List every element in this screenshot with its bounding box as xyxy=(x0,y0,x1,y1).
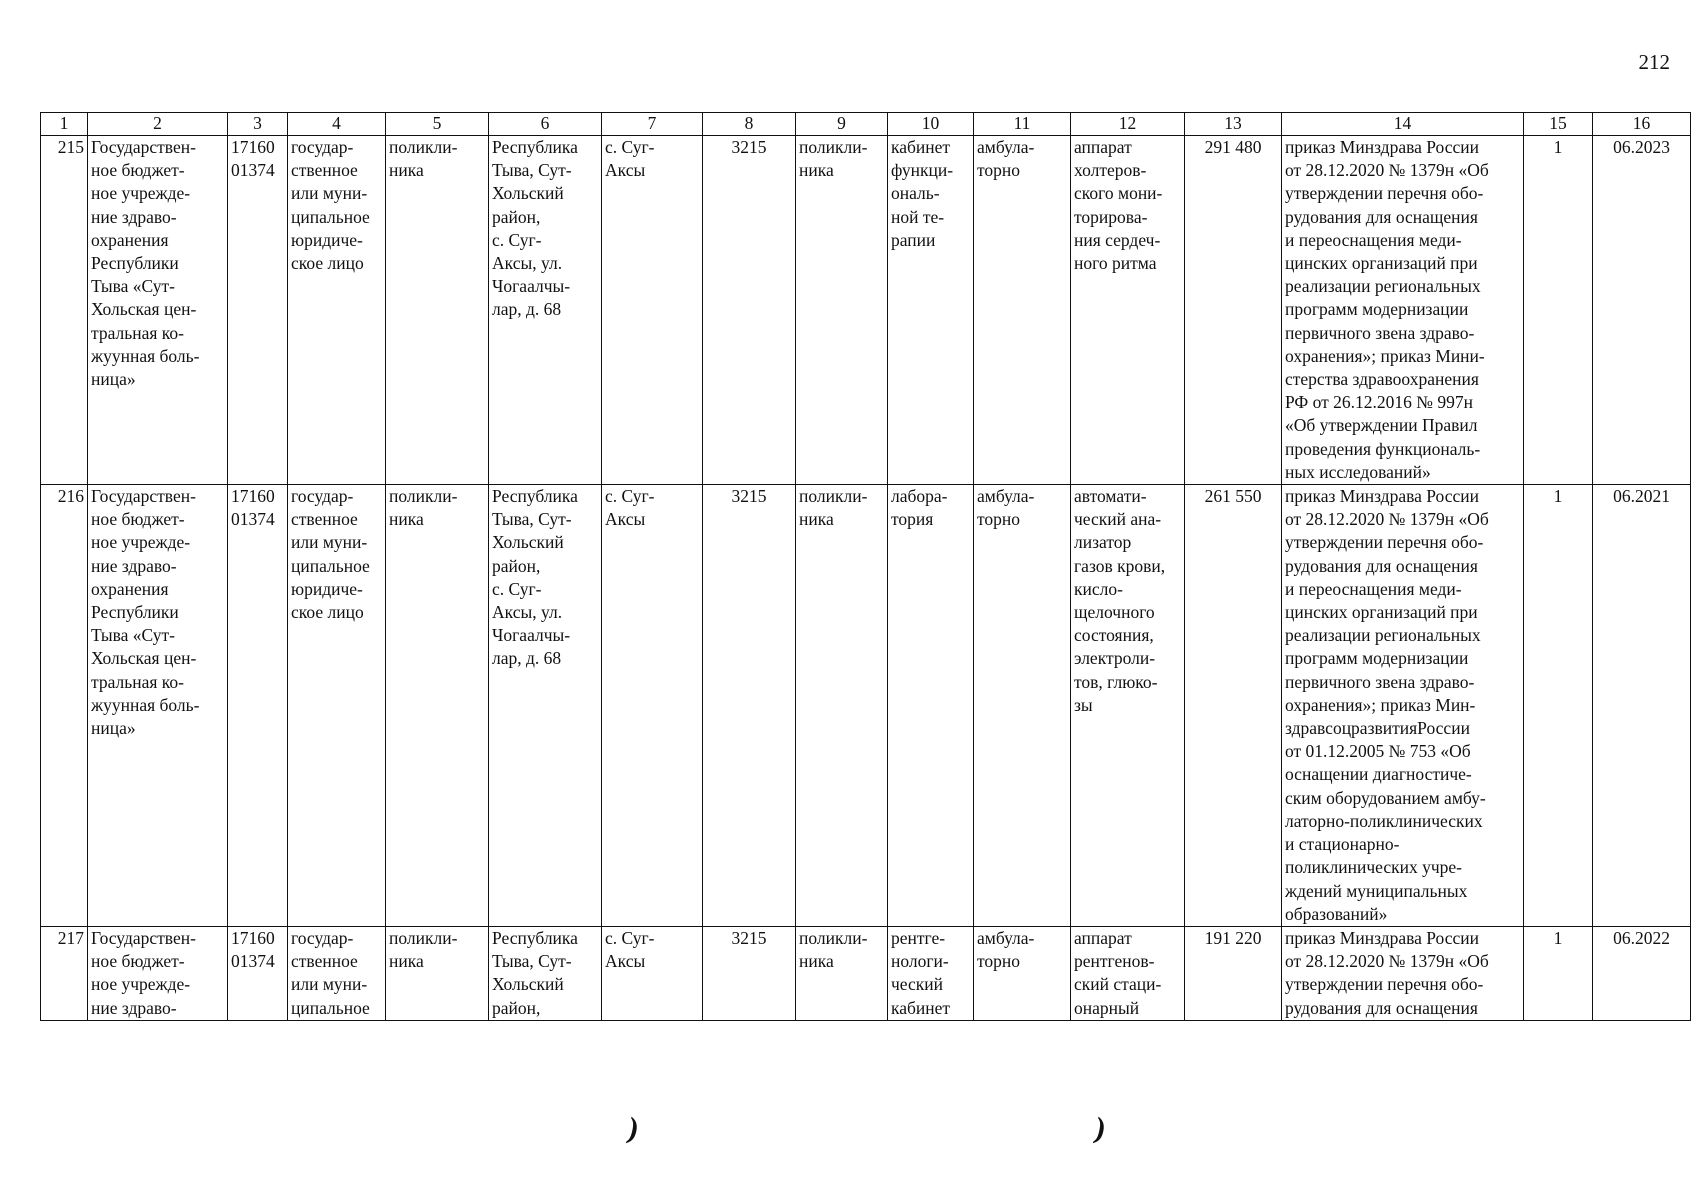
column-header: 3 xyxy=(228,113,288,136)
row-number: 215 xyxy=(41,136,88,485)
date: 06.2022 xyxy=(1593,926,1691,1020)
organization-name: Государствен- ное бюджет- ное учрежде- ние здраво- охранения Республики Тыва «Сут- Хольская цен- тральная ко- жуунная боль- ница» xyxy=(88,136,228,485)
column-header: 8 xyxy=(703,113,796,136)
organization-name: Государствен- ное бюджет- ное учрежде- ние здраво- охранения Республики Тыва «Сут- Хольская цен- тральная ко- жуунная боль- ница» xyxy=(88,485,228,927)
organization-code: 17160 01374 xyxy=(228,926,288,1020)
bracket-mark: ) xyxy=(624,1111,642,1146)
date: 06.2023 xyxy=(1593,136,1691,485)
column-header: 15 xyxy=(1524,113,1593,136)
organization-code: 17160 01374 xyxy=(228,136,288,485)
settlement-code: 3215 xyxy=(703,926,796,1020)
unit-type: поликли- ника xyxy=(386,926,489,1020)
department: кабинет функци- ональ- ной те- рапии xyxy=(888,136,974,485)
equipment-name: аппарат рентгенов- ский стаци- онарный xyxy=(1071,926,1185,1020)
settlement: с. Суг- Аксы xyxy=(602,485,703,927)
column-header: 11 xyxy=(974,113,1071,136)
table-row xyxy=(41,926,1691,1020)
column-header: 9 xyxy=(796,113,888,136)
equipment-cost: 291 480 xyxy=(1185,136,1282,485)
equipment-cost: 191 220 xyxy=(1185,926,1282,1020)
organization-code: 17160 01374 xyxy=(228,485,288,927)
bracket-mark: ) xyxy=(1091,1111,1109,1146)
care-conditions: амбула- торно xyxy=(974,136,1071,485)
column-header: 12 xyxy=(1071,113,1185,136)
date: 06.2021 xyxy=(1593,485,1691,927)
regulation: приказ Минздрава России от 28.12.2020 № 1379н «Об утверждении перечня обо- рудования для оснащения xyxy=(1282,926,1524,1020)
regulation: приказ Минздрава России от 28.12.2020 № 1379н «Об утверждении перечня обо- рудования для оснащения и переоснащения меди- цинских организаций при реализации региональных программ модернизации первичного звена здраво- охранения»; приказ Мин- здравсоцразвитияРоссии от 01.12.2005 № 753 «Об оснащении диагностиче- ским оборудованием амбу- латорно-поликлинических и стационарно- поликлинических учре- ждений муниципальных образований» xyxy=(1282,485,1524,927)
address: Республика Тыва, Сут- Хольский район, с. Суг- Аксы, ул. Чогаалчы- лар, д. 68 xyxy=(489,485,602,927)
table-row xyxy=(41,485,1691,927)
care-conditions: амбула- торно xyxy=(974,485,1071,927)
column-header: 14 xyxy=(1282,113,1524,136)
equipment-table xyxy=(40,112,1691,1021)
column-number-row xyxy=(41,113,1691,136)
column-header: 16 xyxy=(1593,113,1691,136)
legal-form: государ- ственное или муни- ципальное юридиче- ское лицо xyxy=(288,485,386,927)
page-number: 212 xyxy=(1638,50,1670,74)
column-header: 6 xyxy=(489,113,602,136)
department: рентге- нологи- ческий кабинет xyxy=(888,926,974,1020)
regulation: приказ Минздрава России от 28.12.2020 № 1379н «Об утверждении перечня обо- рудования для оснащения и переоснащения меди- цинских организаций при реализации региональных программ модернизации первичного звена здраво- охранения»; приказ Мини- стерства здравоохранения РФ от 26.12.2016 № 997н «Об утверждении Правил проведения функциональ- ных исследований» xyxy=(1282,136,1524,485)
equipment-cost: 261 550 xyxy=(1185,485,1282,927)
column-header: 7 xyxy=(602,113,703,136)
legal-form: государ- ственное или муни- ципальное xyxy=(288,926,386,1020)
settlement: с. Суг- Аксы xyxy=(602,926,703,1020)
subdivision: поликли- ника xyxy=(796,485,888,927)
subdivision: поликли- ника xyxy=(796,926,888,1020)
column-header: 1 xyxy=(41,113,88,136)
legal-form: государ- ственное или муни- ципальное юридиче- ское лицо xyxy=(288,136,386,485)
row-number: 217 xyxy=(41,926,88,1020)
column-header: 13 xyxy=(1185,113,1282,136)
address: Республика Тыва, Сут- Хольский район, xyxy=(489,926,602,1020)
care-conditions: амбула- торно xyxy=(974,926,1071,1020)
settlement-code: 3215 xyxy=(703,485,796,927)
column-header: 2 xyxy=(88,113,228,136)
address: Республика Тыва, Сут- Хольский район, с. Суг- Аксы, ул. Чогаалчы- лар, д. 68 xyxy=(489,136,602,485)
column-header: 10 xyxy=(888,113,974,136)
equipment-name: аппарат холтеров- ского мони- торирова- ния сердеч- ного ритма xyxy=(1071,136,1185,485)
quantity: 1 xyxy=(1524,136,1593,485)
table-row xyxy=(41,136,1691,485)
column-header: 5 xyxy=(386,113,489,136)
subdivision: поликли- ника xyxy=(796,136,888,485)
quantity: 1 xyxy=(1524,485,1593,927)
equipment-name: автомати- ческий ана- лизатор газов крови, кисло- щелочного состояния, электроли- тов, глюко- зы xyxy=(1071,485,1185,927)
organization-name: Государствен- ное бюджет- ное учрежде- ние здраво- xyxy=(88,926,228,1020)
unit-type: поликли- ника xyxy=(386,136,489,485)
department: лабора- тория xyxy=(888,485,974,927)
settlement: с. Суг- Аксы xyxy=(602,136,703,485)
quantity: 1 xyxy=(1524,926,1593,1020)
column-header: 4 xyxy=(288,113,386,136)
row-number: 216 xyxy=(41,485,88,927)
unit-type: поликли- ника xyxy=(386,485,489,927)
settlement-code: 3215 xyxy=(703,136,796,485)
